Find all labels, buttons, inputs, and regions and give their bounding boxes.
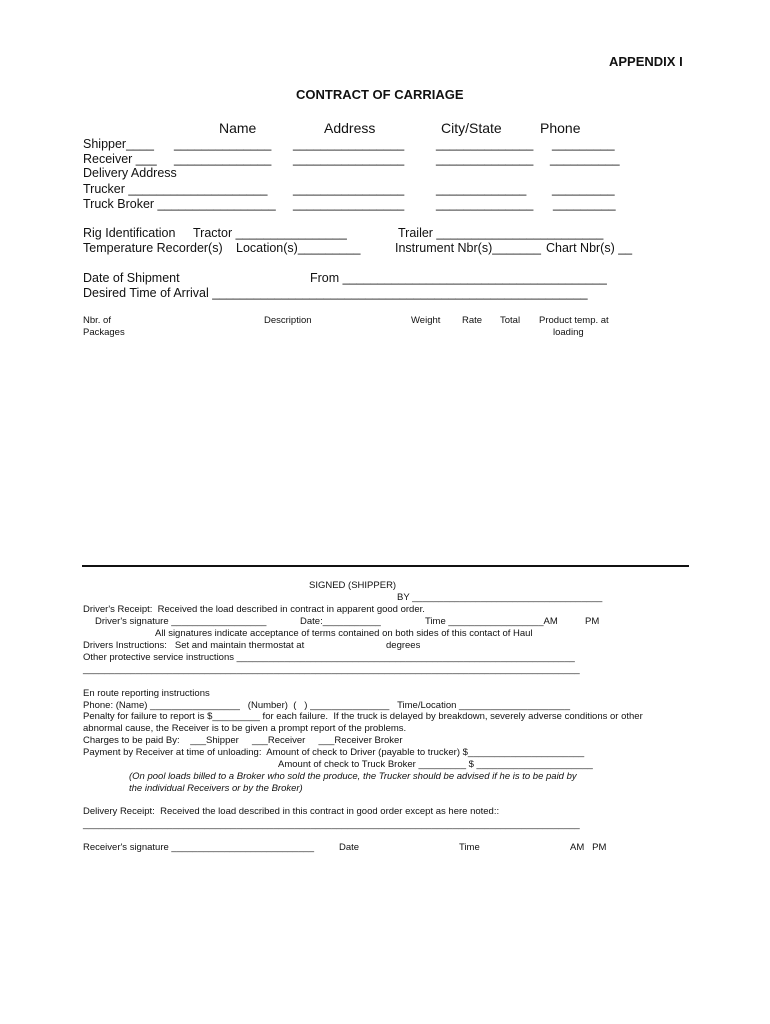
trucker-city-field[interactable]: _____________ — [436, 182, 527, 196]
signed-shipper-label: SIGNED (SHIPPER) — [309, 580, 397, 591]
delivery-blank-line[interactable]: ______________________________________________________________________________________________ — [83, 819, 580, 830]
nbr-of-header: Nbr. of — [83, 315, 111, 326]
drivers-receipt-text: Driver's Receipt: Received the load described in contract in apparent good order. — [83, 604, 425, 615]
payment-by-receiver[interactable]: Payment by Receiver at time of unloading: Amount of check to Driver (payable to trucker) $______________________ — [83, 747, 585, 758]
trucker-phone-field[interactable]: _________ — [552, 182, 615, 196]
penalty-text-2: abnormal cause, the Receiver is to be given a prompt report of the problems. — [83, 723, 407, 734]
driver-date-field[interactable]: Date:___________ — [300, 616, 381, 627]
column-name-header: Name — [219, 120, 257, 136]
description-header: Description — [264, 315, 312, 326]
delivery-address-label: Delivery Address — [83, 166, 177, 180]
date-of-shipment-label: Date of Shipment — [83, 271, 180, 285]
other-protective-field[interactable]: Other protective service instructions ________________________________________________________________ — [83, 652, 575, 663]
shipper-address-field[interactable]: ________________ — [293, 137, 405, 151]
protective-blank-line[interactable]: ______________________________________________________________________________________________ — [83, 664, 580, 675]
trailer-field[interactable]: Trailer ________________________ — [398, 226, 604, 240]
shipper-name-field[interactable]: ______________ — [174, 137, 272, 151]
trucker-field[interactable]: Trucker ____________________ — [83, 182, 268, 196]
shipper-field[interactable]: Shipper____ — [83, 137, 154, 151]
section-divider — [82, 565, 689, 567]
en-route-heading: En route reporting instructions — [83, 688, 210, 699]
tractor-field[interactable]: Tractor ________________ — [193, 226, 347, 240]
shipper-city-field[interactable]: ______________ — [436, 137, 534, 151]
delivery-receipt-text: Delivery Receipt: Received the load described in this contract in good order except as here noted:: — [83, 806, 500, 817]
receivers-signature-field[interactable]: Receiver's signature ___________________________ — [83, 842, 315, 853]
broker-phone-field[interactable]: _________ — [553, 197, 616, 211]
degrees-label: degrees — [386, 640, 421, 651]
driver-time-field[interactable]: Time __________________AM — [425, 616, 558, 627]
drivers-signature-field[interactable]: Driver's signature __________________ — [95, 616, 267, 627]
column-city-state-header: City/State — [441, 120, 502, 136]
receiver-field[interactable]: Receiver ___ — [83, 152, 157, 166]
penalty-text-1: Penalty for failure to report is $_________ for each failure. If the truck is delayed by breakdown, severely adverse conditions or other — [83, 711, 643, 722]
receiver-address-field[interactable]: ________________ — [293, 152, 405, 166]
instrument-field[interactable]: Instrument Nbr(s)_______ — [395, 241, 541, 255]
temperature-recorder-label: Temperature Recorder(s) — [83, 241, 223, 255]
chart-number-field[interactable]: Chart Nbr(s) __ — [546, 241, 633, 255]
total-header: Total — [500, 315, 521, 326]
receiver-name-field[interactable]: ______________ — [174, 152, 272, 166]
shipper-phone-field[interactable]: _________ — [552, 137, 615, 151]
delivery-date-label: Date — [339, 842, 360, 853]
delivery-time-label: Time — [459, 842, 480, 853]
location-field[interactable]: Location(s)_________ — [236, 241, 361, 255]
driver-pm-label: PM — [585, 616, 600, 627]
trucker-address-field[interactable]: ________________ — [293, 182, 405, 196]
pool-note-2: the individual Receivers or by the Broker) — [129, 783, 303, 794]
desired-arrival-field[interactable]: Desired Time of Arrival ______________________________________________________ — [83, 286, 588, 300]
product-temp-header: Product temp. at — [539, 315, 609, 326]
column-address-header: Address — [324, 120, 376, 136]
by-field[interactable]: BY ____________________________________ — [397, 592, 603, 603]
page-title: CONTRACT OF CARRIAGE — [296, 87, 464, 102]
appendix-label: APPENDIX I — [609, 54, 683, 69]
receiver-phone-field[interactable]: __________ — [550, 152, 620, 166]
from-field[interactable]: From ______________________________________ — [310, 271, 607, 285]
broker-address-field[interactable]: ________________ — [293, 197, 405, 211]
column-phone-header: Phone — [540, 120, 581, 136]
amount-truck-broker[interactable]: Amount of check to Truck Broker _________ $ ______________________ — [278, 759, 593, 770]
truck-broker-field[interactable]: Truck Broker _________________ — [83, 197, 276, 211]
drivers-instructions-text: Drivers Instructions: Set and maintain thermostat at — [83, 640, 305, 651]
en-route-phone-field[interactable]: Phone: (Name) _________________ (Number) ( ) _______________ Time/Location _____________________ — [83, 700, 570, 711]
delivery-am-pm-label: AM PM — [570, 842, 607, 853]
packages-header: Packages — [83, 327, 125, 338]
rig-identification-label: Rig Identification — [83, 226, 176, 240]
charges-paid-by[interactable]: Charges to be paid By: ___Shipper ___Receiver ___Receiver Broker — [83, 735, 403, 746]
pool-note-1: (On pool loads billed to a Broker who sold the produce, the Trucker should be advised if he is to be paid by — [129, 771, 577, 782]
broker-city-field[interactable]: ______________ — [436, 197, 534, 211]
signatures-acceptance-text: All signatures indicate acceptance of terms contained on both sides of this contact of Haul — [155, 628, 533, 639]
rate-header: Rate — [462, 315, 483, 326]
loading-header: loading — [553, 327, 584, 338]
weight-header: Weight — [411, 315, 441, 326]
receiver-city-field[interactable]: ______________ — [436, 152, 534, 166]
